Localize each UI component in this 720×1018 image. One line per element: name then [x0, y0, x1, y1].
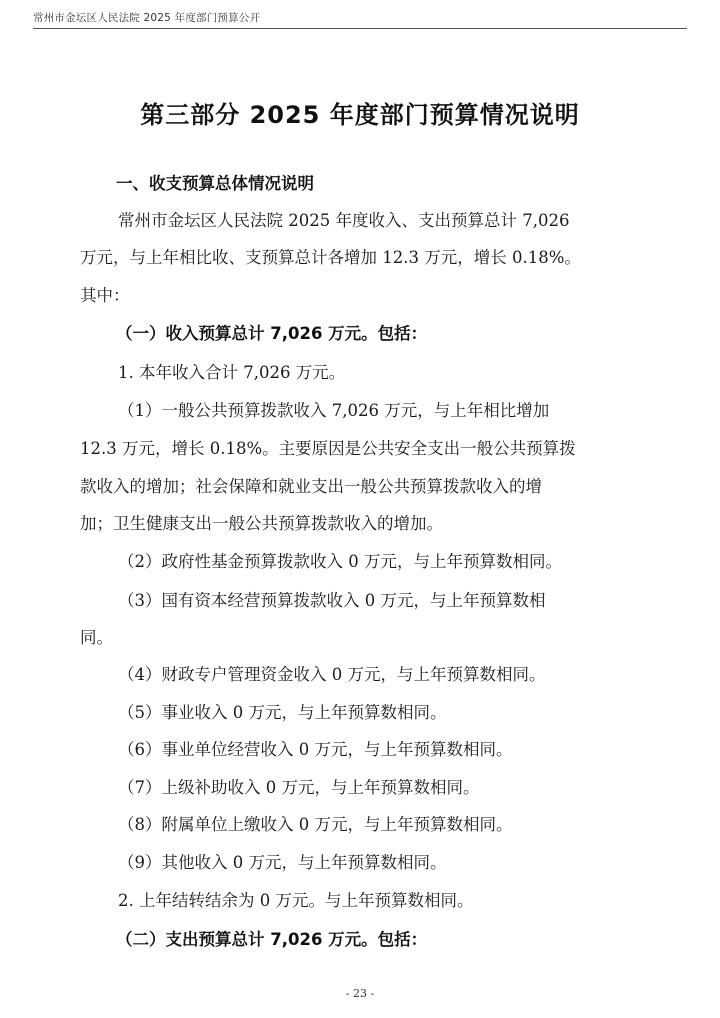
subheading-expenditure: （二）支出预算总计 7,026 万元。包括：: [116, 930, 428, 949]
paragraph-line: 12.3 万元，增长 0.18%。主要原因是公共安全支出一般公共预算拨: [80, 439, 576, 458]
paragraph-line: 常州市金坛区人民法院 2025 年度收入、支出预算总计 7,026: [118, 211, 570, 230]
paragraph-line: （9）其他收入 0 万元，与上年预算数相同。: [118, 853, 447, 872]
paragraph-line: （1）一般公共预算拨款收入 7,026 万元，与上年相比增加: [118, 401, 550, 420]
subheading-income: （一）收入预算总计 7,026 万元。包括：: [116, 324, 428, 343]
paragraph-line: 2. 上年结转结余为 0 万元。与上年预算数相同。: [118, 891, 474, 910]
paragraph-line: （6）事业单位经营收入 0 万元，与上年预算数相同。: [118, 740, 513, 759]
header-rule: [33, 28, 687, 29]
paragraph-line: 款收入的增加；社会保障和就业支出一般公共预算拨款收入的增: [80, 477, 542, 496]
page-number: - 23 -: [345, 987, 375, 1000]
paragraph-line: 1. 本年收入合计 7,026 万元。: [118, 363, 346, 382]
paragraph-line: 其中：: [80, 286, 130, 305]
paragraph-line: （4）财政专户管理资金收入 0 万元，与上年预算数相同。: [118, 665, 546, 684]
paragraph-line: （8）附属单位上缴收入 0 万元，与上年预算数相同。: [118, 815, 513, 834]
paragraph-line: （2）政府性基金预算拨款收入 0 万元，与上年预算数相同。: [118, 552, 562, 571]
paragraph-line: 同。: [80, 628, 113, 647]
paragraph-line: 万元，与上年相比收、支预算总计各增加 12.3 万元，增长 0.18%。: [80, 248, 581, 267]
header-text: 常州市金坛区人民法院 2025 年度部门预算公开: [33, 12, 261, 24]
paragraph-line: （7）上级补助收入 0 万元，与上年预算数相同。: [118, 778, 480, 797]
section-heading-summary: 一、收支预算总体情况说明: [116, 174, 314, 193]
page-title: 第三部分 2025 年度部门预算情况说明: [140, 101, 580, 129]
paragraph-line: 加；卫生健康支出一般公共预算拨款收入的增加。: [80, 514, 443, 533]
paragraph-line: （5）事业收入 0 万元，与上年预算数相同。: [118, 703, 447, 722]
paragraph-line: （3）国有资本经营预算拨款收入 0 万元，与上年预算数相: [118, 591, 546, 610]
